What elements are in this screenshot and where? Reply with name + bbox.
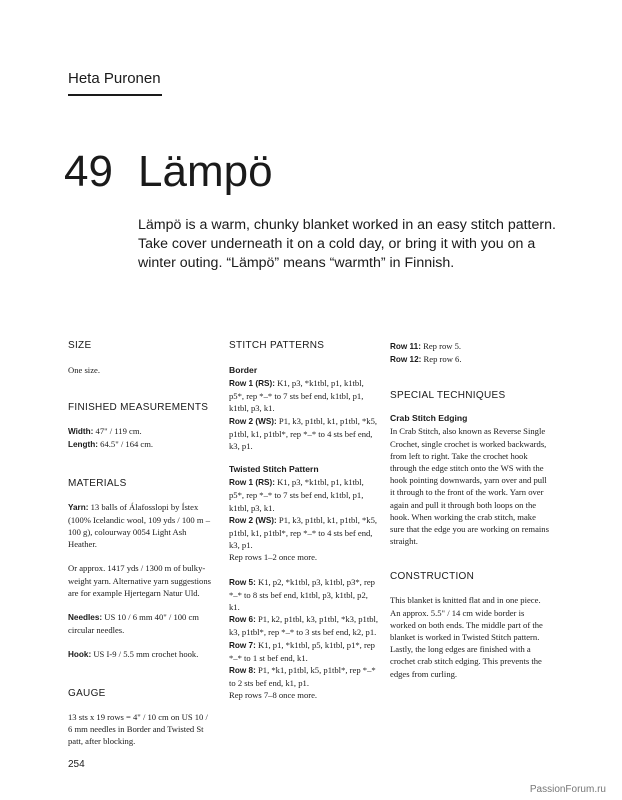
twisted-row5 [229, 576, 379, 614]
crab-text: In Crab Stitch, also known as Reverse Single Crochet, single crochet is worked backwards, from left to right. Take the crochet hook through the edge stitch onto the WS with the hook pointing downwards, yarn over and pull it through to the front of the work. Yarn over again and pull it through both loops on the hook. When working the crab stitch, make sure that the edge you are working on remains straight. [390, 426, 549, 547]
row11-text: Rep row 5. [420, 341, 462, 351]
border-row1-text: K1, p3, *k1tbl, p1, k1tbl, p5*, rep *–* to 7 sts bef end, k1tbl, p1, k1tbl, p3, k1. [229, 378, 364, 414]
length-label: Length: [68, 440, 99, 450]
row12-text: Rep row 6. [421, 354, 462, 365]
row11-line [390, 340, 550, 353]
needles-label: Needles: [68, 613, 103, 623]
needles-text: US 10 / 6 mm 40" / 100 cm circular needles. [68, 612, 199, 636]
hook-line [68, 648, 213, 661]
row12-line [390, 353, 550, 366]
width-line [68, 425, 213, 438]
twisted-row2 [229, 514, 379, 552]
twisted-row1-text: K1, p3, *k1tbl, p1, k1tbl, p5*, rep *–* to 7 sts bef end, k1tbl, p1, k1tbl, p3, k1. [229, 477, 364, 513]
size-heading: SIZE [68, 340, 92, 351]
size-text: One size. [68, 365, 100, 375]
twisted-row7-label: Row 7: [229, 640, 256, 650]
column-left [68, 340, 213, 747]
pattern-title: Lämpö [138, 147, 273, 196]
twisted-row8-text: P1, *k1, p1tbl, k5, p1tbl*, rep *–* to 2 sts bef end, k1, p1. [229, 665, 376, 689]
border-row1 [229, 377, 379, 415]
twisted-row6-label: Row 6: [229, 615, 256, 625]
twisted-row5-label: Row 5: [229, 577, 256, 587]
twisted-row1-label: Row 1 (RS): [229, 478, 275, 488]
border-title: Border [229, 365, 258, 375]
twisted-row8-label: Row 8: [229, 666, 256, 676]
column-right [390, 340, 550, 680]
twisted-row6 [229, 613, 379, 638]
twisted-repeat-1: Rep rows 1–2 once more. [229, 552, 318, 563]
twisted-row7-text: K1, p1, *k1tbl, p5, k1tbl, p1*, rep *–* to 1 st bef end, k1. [229, 639, 375, 663]
twisted-repeat-2: Rep rows 7–8 once more. [229, 690, 318, 701]
pattern-intro: Lämpö is a warm, chunky blanket worked in an easy stitch pattern. Take cover underneath it on a cold day, or bring it with you on a winter outing. “Lämpö” means “warmth” in Finnish. [138, 217, 556, 271]
twisted-row2-text: P1, k3, p1tbl, k1, p1tbl, *k5, p1tbl, k1, p1tbl*, rep *–* to 4 sts bef end, k3, p1. [229, 514, 378, 551]
width-value: 47" / 119 cm. [93, 426, 142, 437]
author-underline [68, 94, 162, 96]
border-row2 [229, 415, 379, 453]
crab-title: Crab Stitch Edging [390, 413, 468, 424]
length-line [68, 438, 213, 451]
border-row1-label: Row 1 (RS): [229, 379, 275, 388]
alt-yarn-text: Or approx. 1417 yds / 1300 m of bulky-weight yarn. Alternative yarn suggestions are for example Hjertegarn Natur Uld. [68, 563, 211, 598]
page-number: 254 [68, 759, 85, 770]
gauge-heading: GAUGE [68, 687, 106, 699]
stitch-heading: STITCH PATTERNS [229, 340, 325, 351]
row12-label: Row 12: [390, 355, 422, 365]
author-name: Heta Puronen [68, 70, 161, 87]
length-value: 64.5" / 164 cm. [98, 439, 154, 450]
construction-heading: CONSTRUCTION [390, 571, 475, 583]
yarn-text: 13 balls of Álafosslopi by Ístex (100% Icelandic wool, 109 yds / 100 m – 100 g), colourway 0054 Light Ash Heather. [68, 501, 211, 550]
twisted-row5-text: K1, p2, *k1tbl, p3, k1tbl, p3*, rep *–* to 8 sts bef end, k1tbl, p3, k1tbl, p2, k1. [229, 576, 375, 613]
twisted-row7 [229, 639, 379, 664]
twisted-row8 [229, 664, 379, 689]
column-middle [229, 340, 379, 702]
pattern-number: 49 [64, 147, 113, 196]
construction-text: This blanket is knitted flat and in one piece. An approx. 5.5" / 14 cm wide border is worked on both ends. The middle part of the blanket is worked in Twisted Stitch pattern. Lastly, the long edges are finished with a crochet crab stitch edging. This prevents the edges from curling. [390, 595, 543, 679]
row11-label: Row 11: [390, 342, 421, 351]
twisted-title: Twisted Stitch Pattern [229, 464, 319, 475]
twisted-row2-label: Row 2 (WS): [229, 515, 277, 525]
hook-label: Hook: [68, 650, 92, 660]
yarn-line [68, 501, 213, 551]
watermark: PassionForum.ru [529, 784, 606, 795]
border-row2-text: P1, k3, p1tbl, k1, p1tbl, *k5, p1tbl, k1, p1tbl*, rep *–* to 4 sts bef end, k3, p1. [229, 415, 378, 452]
special-heading: SPECIAL TECHNIQUES [390, 390, 506, 402]
border-row2-label: Row 2 (WS): [229, 416, 277, 426]
twisted-row1 [229, 476, 379, 514]
needles-line [68, 611, 213, 636]
yarn-label: Yarn: [68, 502, 89, 512]
gauge-text: 13 sts x 19 rows = 4" / 10 cm on US 10 / 6 mm needles in Border and Twisted St patt, after blocking. [68, 711, 208, 747]
width-label: Width: [68, 427, 94, 437]
hook-text: US I-9 / 5.5 mm crochet hook. [91, 649, 199, 660]
materials-heading: MATERIALS [68, 477, 127, 489]
finished-heading: FINISHED MEASUREMENTS [68, 402, 209, 414]
twisted-row6-text: P1, k2, p1tbl, k3, p1tbl, *k3, p1tbl, k3, p1tbl*, rep *–* to 3 sts bef end, k2, p1. [229, 614, 379, 638]
